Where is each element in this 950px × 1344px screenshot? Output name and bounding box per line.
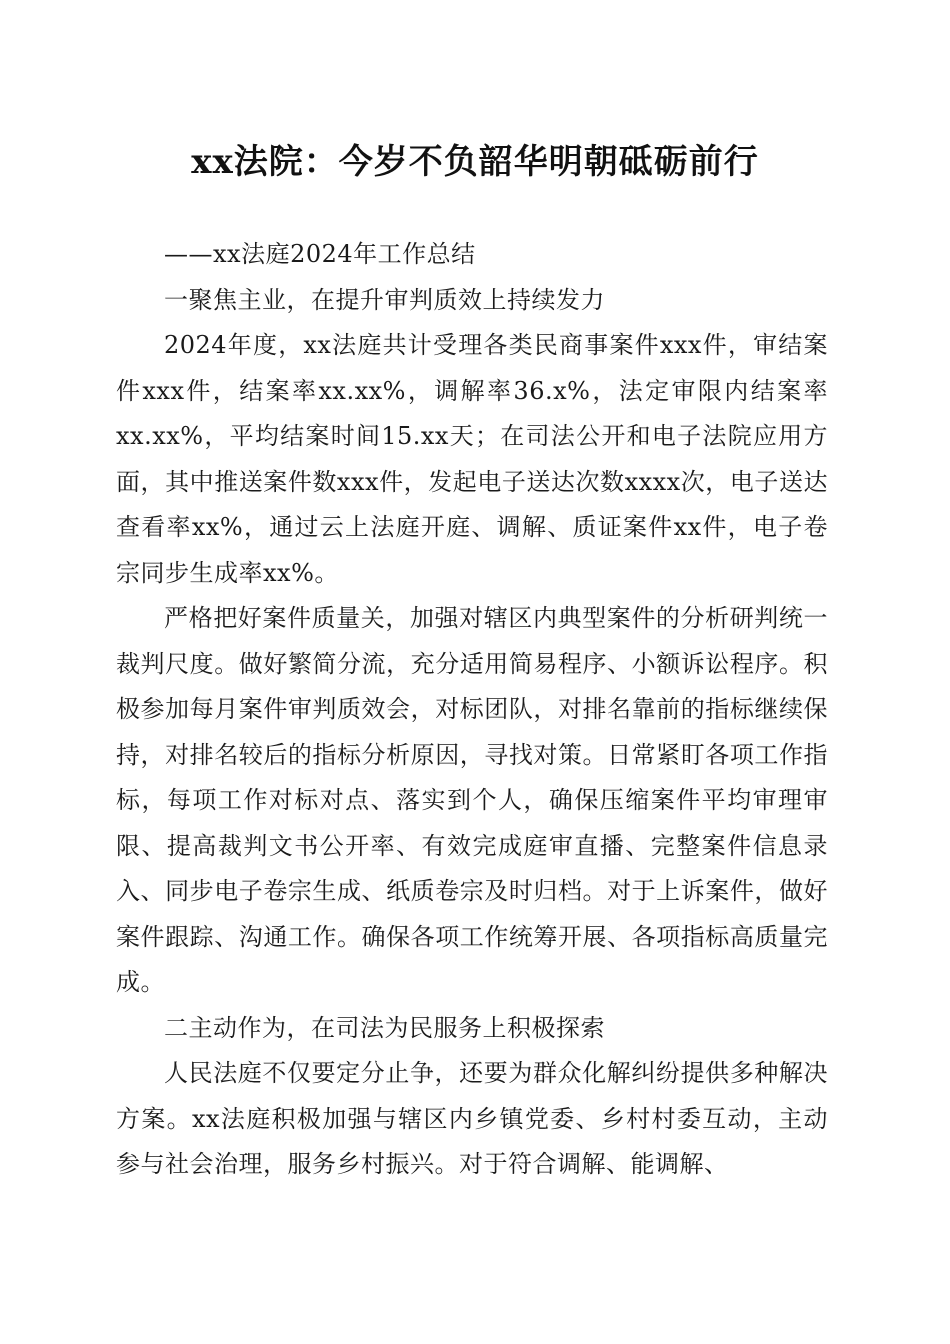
section-heading: 一聚焦主业，在提升审判质效上持续发力 [164,285,605,314]
body-paragraph: 人民法庭不仅要定分止争，还要为群众化解纠纷提供多种解决方案。xx法庭积极加强与辖区内乡镇党委、乡村村委互动，主动参与社会治理，服务乡村振兴。对于符合调解、能调解、 [116,1059,828,1178]
body-paragraph: 严格把好案件质量关，加强对辖区内典型案件的分析研判统一裁判尺度。做好繁简分流，充分适用简易程序、小额诉讼程序。积极参加每月案件审判质效会，对标团队，对排名靠前的指标继续保持，对排名较后的指标分析原因，寻找对策。日常紧盯各项工作指标，每项工作对标对点、落实到个人，确保压缩案件平均审理审限、提高裁判文书公开率、有效完成庭审直播、完整案件信息录入、同步电子卷宗生成、纸质卷宗及时归档。对于上诉案件，做好案件跟踪、沟通工作。确保各项工作统筹开展、各项指标高质量完成。 [116,604,828,996]
document-body [116,232,828,1188]
document-subtitle: ——xx法庭2024年工作总结 [164,240,476,268]
document-title: xx法院：今岁不负韶华明朝砥砺前行 [191,142,759,182]
body-paragraph: 2024年度，xx法庭共计受理各类民商事案件xxx件，审结案件xxx件，结案率xx.xx%，调解率36.x%，法定审限内结案率xx.xx%，平均结案时间15.xx天；在司法公开和电子法院应用方面，其中推送案件数xxx件，发起电子送达次数xxxx次，电子送达查看率xx%，通过云上法庭开庭、调解、质证案件xx件，电子卷宗同步生成率xx%。 [116,331,828,587]
section-heading: 二主动作为，在司法为民服务上积极探索 [164,1013,605,1042]
